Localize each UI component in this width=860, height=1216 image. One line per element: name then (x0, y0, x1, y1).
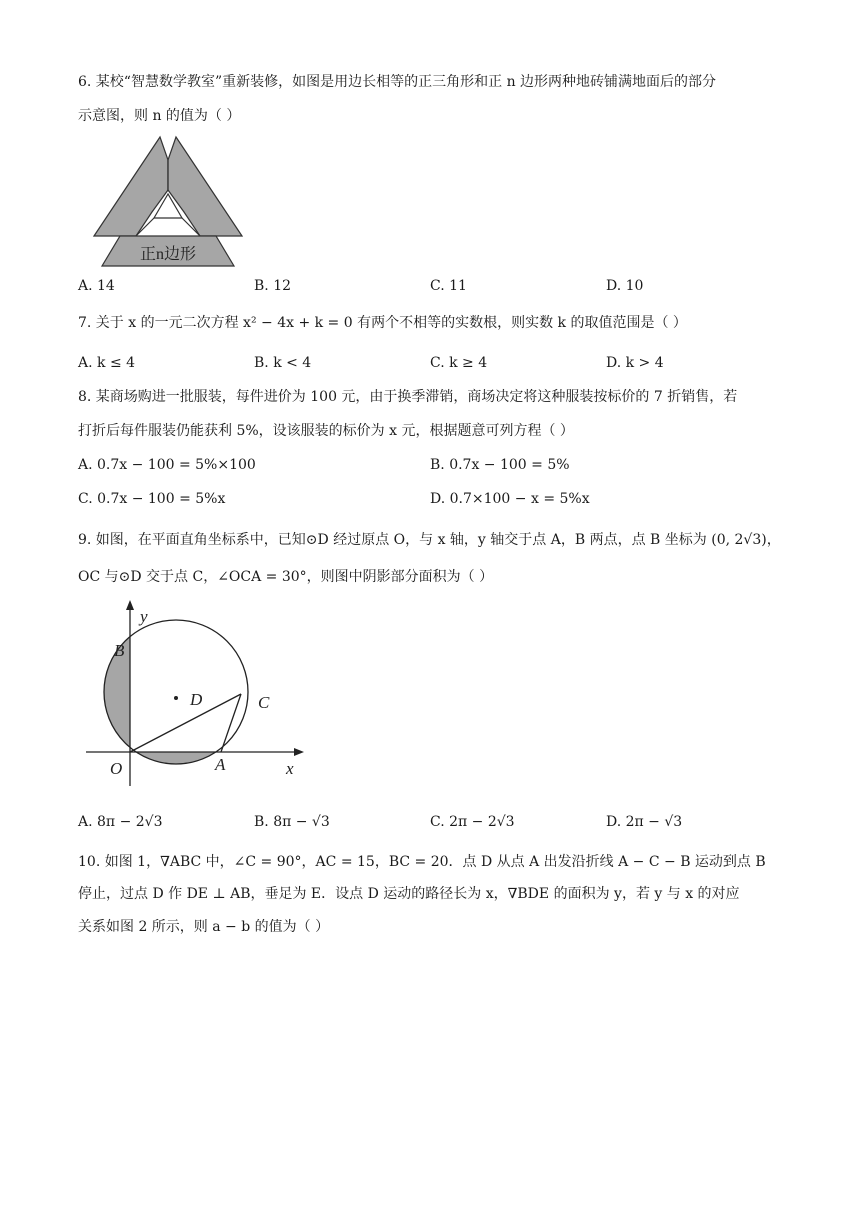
center-point-d (174, 696, 178, 700)
label-c: C (258, 693, 270, 712)
q8-option-a[interactable]: A. 0.7x − 100 = 5%×100 (78, 457, 256, 473)
q7-stem: 7. 关于 x 的一元二次方程 x² − 4x + k = 0 有两个不相等的实数根，则实数 k 的取值范围是（ ） (78, 315, 687, 331)
right-large-triangle (168, 137, 242, 236)
q7-option-c[interactable]: C. k ≥ 4 (430, 355, 488, 371)
q6-tiling-figure (88, 132, 248, 272)
label-x: x (286, 759, 294, 778)
q7-option-a[interactable]: A. k ≤ 4 (78, 355, 136, 371)
q6-stem-line1: 6. 某校“智慧数学教室”重新装修，如图是用边长相等的正三角形和正 n 边形两种地砖铺满地面后的部分 (78, 74, 717, 90)
q8-option-b[interactable]: B. 0.7x − 100 = 5% (430, 457, 570, 473)
q9-option-a[interactable]: A. 8π − 2√3 (78, 814, 163, 830)
q9-stem-line2: OC 与⊙D 交于点 C，∠OCA = 30°，则图中阴影部分面积为（ ） (78, 569, 494, 585)
n-gon-label: 正n边形 (140, 246, 197, 263)
q6-option-d[interactable]: D. 10 (606, 278, 644, 294)
q8-option-c[interactable]: C. 0.7x − 100 = 5%x (78, 491, 226, 507)
shaded-bottom-segment (130, 752, 280, 786)
q8-option-d[interactable]: D. 0.7×100 − x = 5%x (430, 491, 590, 507)
q9-stem-line1: 9. 如图，在平面直角坐标系中，已知⊙D 经过原点 O，与 x 轴，y 轴交于点 A，B 两点，点 B 坐标为 (0, 2√3)， (78, 532, 781, 548)
y-axis-arrow (126, 600, 134, 610)
q6-stem-line2: 示意图，则 n 的值为（ ） (78, 108, 241, 124)
label-o: O (110, 759, 123, 778)
q7-option-b[interactable]: B. k < 4 (254, 355, 312, 371)
q10-stem-line3: 关系如图 2 所示，则 a − b 的值为（ ） (78, 919, 330, 935)
q6-option-a[interactable]: A. 14 (78, 278, 115, 294)
q6-option-c[interactable]: C. 11 (430, 278, 467, 294)
q9-option-d[interactable]: D. 2π − √3 (606, 814, 683, 830)
q10-stem-line2: 停止，过点 D 作 DE ⊥ AB，垂足为 E．设点 D 运动的路径长为 x，∇BDE 的面积为 y，若 y 与 x 的对应 (78, 886, 740, 902)
label-y: y (140, 607, 148, 626)
q9-option-c[interactable]: C. 2π − 2√3 (430, 814, 515, 830)
label-b: B (114, 641, 125, 660)
label-d: D (190, 690, 203, 709)
q8-stem-line1: 8. 某商场购进一批服装，每件进价为 100 元，由于换季滞销，商场决定将这种服装按标价的 7 折销售，若 (78, 389, 738, 405)
q10-stem-line1: 10. 如图 1，∇ABC 中，∠C = 90°，AC = 15，BC = 20．点 D 从点 A 出发沿折线 A − C − B 运动到点 B (78, 854, 766, 870)
x-axis-arrow (294, 748, 304, 756)
left-large-triangle (94, 137, 168, 236)
shaded-left-segment (80, 596, 130, 752)
q9-option-b[interactable]: B. 8π − √3 (254, 814, 330, 830)
label-a: A (215, 755, 226, 774)
q9-circle-figure (80, 596, 310, 786)
q7-option-d[interactable]: D. k > 4 (606, 355, 664, 371)
q8-stem-line2: 打折后每件服装仍能获利 5%，设该服装的标价为 x 元，根据题意可列方程（ ） (78, 423, 574, 439)
q6-option-b[interactable]: B. 12 (254, 278, 292, 294)
